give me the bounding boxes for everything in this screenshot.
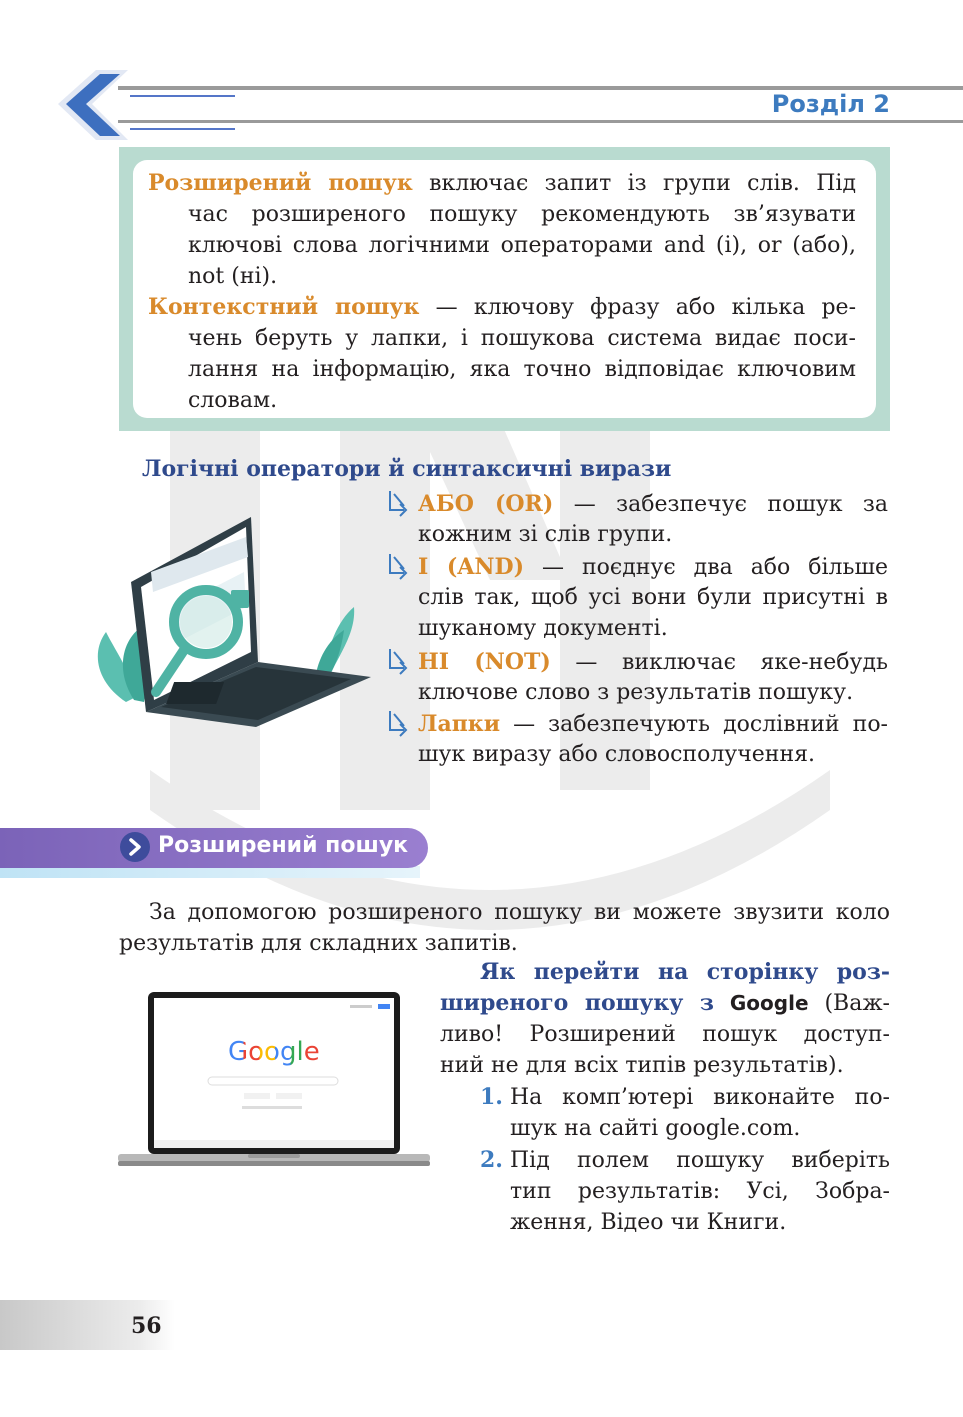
howto-heading: Як перейти на сторінку роз- bbox=[480, 959, 890, 985]
howto-block: Як перейти на сторінку роз- ширеного пошуку з Google (Важ- ливо! Розширений пошук доступ- ний не для всіх типів результатів). bbox=[440, 959, 890, 1078]
arrow-bullet-icon bbox=[384, 551, 412, 581]
step-number: 1. bbox=[480, 1084, 503, 1110]
page-number: 56 bbox=[131, 1313, 162, 1339]
operator-term: АБО (OR) bbox=[418, 491, 554, 517]
header-rule-accent-top bbox=[130, 95, 235, 97]
google-logo: Google bbox=[228, 1037, 320, 1067]
laptop-magnifier-illustration bbox=[86, 512, 376, 732]
operator-and: І (AND) — поєднує два або більше слів так, щоб усі вони були присутні в шуканому документі. bbox=[418, 551, 888, 644]
intro-paragraph: За допомогою розширеного пошуку ви можете звузити коло результатів для складних запитів. bbox=[119, 900, 890, 956]
section-banner-title: Розширений пошук bbox=[158, 833, 409, 858]
term-advanced-search: Розширений пошук bbox=[148, 170, 413, 196]
arrow-bullet-icon bbox=[384, 488, 412, 518]
definition-context: Контекстний пошук — ключову фразу або кілька ре- чень беруть у лапки, і пошукова система видає поси- лання на інформацію, яка точно відповідає ключовим словам. bbox=[148, 294, 856, 413]
google-brand: Google bbox=[729, 991, 809, 1015]
operator-term: Лапки bbox=[418, 711, 501, 737]
header-rule-accent-bottom bbox=[130, 128, 235, 130]
chevron-right-icon bbox=[120, 832, 150, 862]
operator-term: НІ (NOT) bbox=[418, 649, 551, 675]
howto-step-2: 2. Під полем пошуку виберіть тип результатів: Усі, Зобра- ження, Відео чи Книги. bbox=[480, 1147, 890, 1235]
definition-advanced: Розширений пошук включає запит із групи слів. Під час розширеного пошуку рекомендують зв’язувати ключові слова логічними операторами and (і), or (або), not (ні). bbox=[148, 170, 856, 289]
section-label: Розділ 2 bbox=[771, 90, 890, 118]
operator-quotes: Лапки — забезпечують дослівний по- шук виразу або словосполучення. bbox=[418, 708, 888, 770]
arrow-bullet-icon bbox=[384, 708, 412, 738]
term-context-search: Контекстний пошук bbox=[148, 294, 420, 320]
operator-term: І (AND) bbox=[418, 554, 525, 580]
operators-heading: Логічні оператори й синтаксичні вирази bbox=[142, 456, 672, 482]
arrow-bullet-icon bbox=[384, 646, 412, 676]
operator-not: НІ (NOT) — виключає яке-небудь ключове слово з результатів пошуку. bbox=[418, 646, 888, 708]
header-rule-bottom bbox=[118, 120, 963, 123]
operator-or: АБО (OR) — забезпечує пошук за кожним зі слів групи. bbox=[418, 488, 888, 550]
laptop-google-illustration bbox=[118, 990, 430, 1172]
chapter-arrow-icon bbox=[58, 70, 128, 140]
howto-step-1: 1. На комп’ютері виконайте по- шук на сайті google.com. bbox=[480, 1084, 890, 1141]
step-number: 2. bbox=[480, 1147, 503, 1173]
